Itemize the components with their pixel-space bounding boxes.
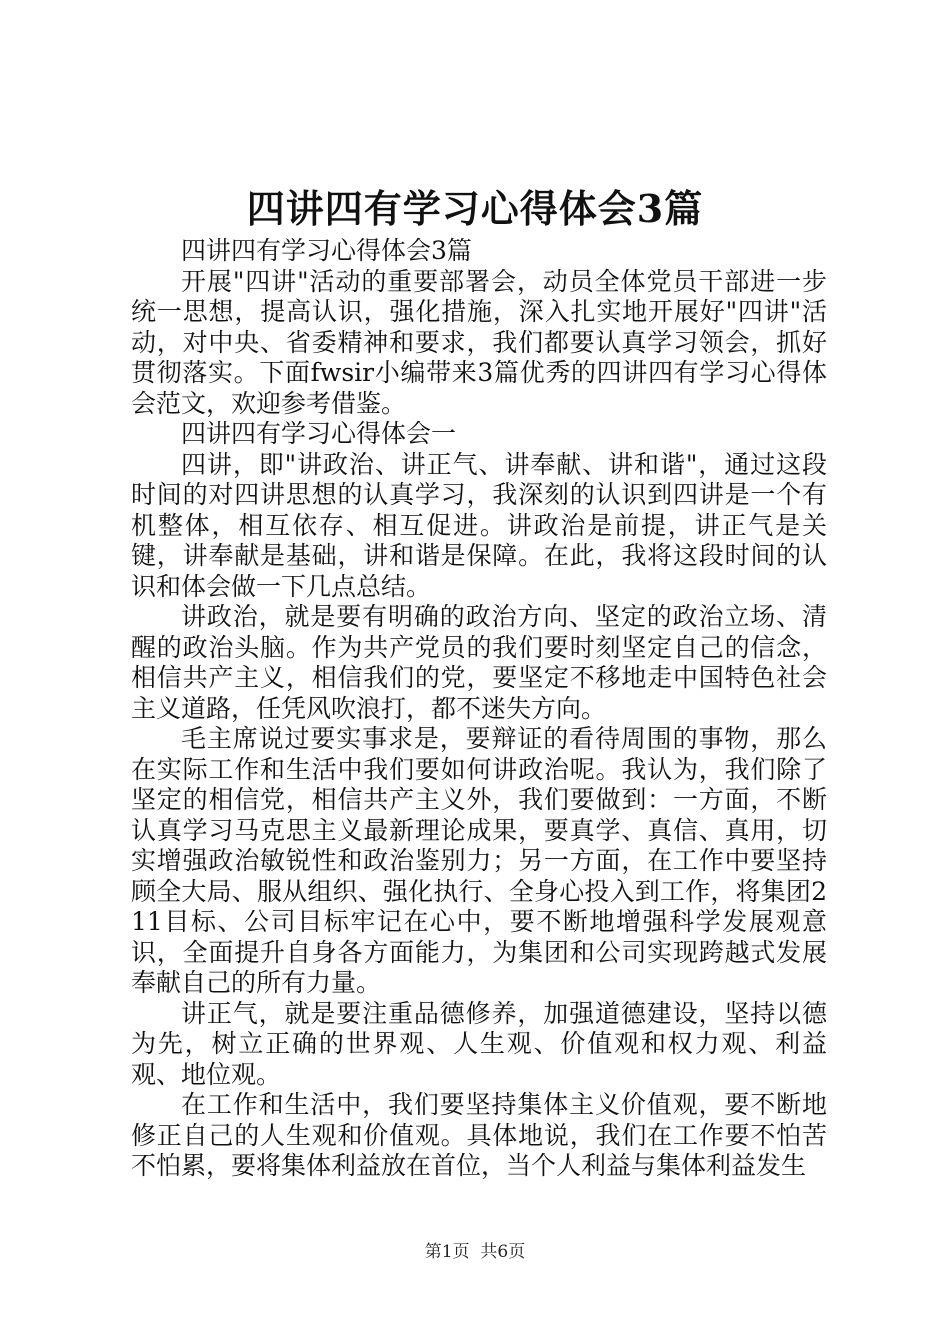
- paragraph-integrity: 讲正气，就是要注重品德修养，加强道德建设，坚持以德为先，树立正确的世界观、人生观、价值观和权力观、利益观、地位观。: [131, 998, 827, 1089]
- document-body: [131, 236, 827, 1182]
- page-footer: 第1页 共6页: [424, 1242, 526, 1262]
- paragraph-subtitle: 四讲四有学习心得体会3篇: [181, 236, 472, 265]
- paragraph-politics: 讲政治，就是要有明确的政治方向、坚定的政治立场、清醒的政治头脑。作为共产党员的我们要时刻坚定自己的信念，相信共产主义，相信我们的党，要坚定不移地走中国特色社会主义道路，任凭风吹浪打，都不迷失方向。: [131, 602, 827, 723]
- paragraph-intro: 开展"四讲"活动的重要部署会，动员全体党员干部进一步统一思想，提高认识，强化措施，深入扎实地开展好"四讲"活动，对中央、省委精神和要求，我们都要认真学习领会，抓好贯彻落实。下面fwsir小编带来3篇优秀的四讲四有学习心得体会范文，欢迎参考借鉴。: [131, 266, 827, 418]
- document-title: 四讲四有学习心得体会3篇: [246, 186, 704, 231]
- paragraph-mao-quote: 毛主席说过要实事求是，要辩证的看待周围的事物，那么在实际工作和生活中我们要如何讲政治呢。我认为，我们除了坚定的相信党，相信共产主义外，我们要做到：一方面，不断认真学习马克思主义最新理论成果，要真学、真信、真用，切实增强政治敏锐性和政治鉴别力；另一方面，在工作中要坚持顾全大局、服从组织、强化执行、全身心投入到工作，将集团211目标、公司目标牢记在心中，要不断地增强科学发展观意识，全面提升自身各方面能力，为集团和公司实现跨越式发展奉献自己的所有力量。: [131, 724, 827, 997]
- paragraph-four-talks: 四讲，即"讲政治、讲正气、讲奉献、讲和谐"，通过这段时间的对四讲思想的认真学习，我深刻的认识到四讲是一个有机整体，相互依存、相互促进。讲政治是前提，讲正气是关键，讲奉献是基础，讲和谐是保障。在此，我将这段时间的认识和体会做一下几点总结。: [131, 449, 827, 601]
- paragraph-work-life: 在工作和生活中，我们要坚持集体主义价值观，要不断地修正自己的人生观和价值观。具体地说，我们在工作要不怕苦不怕累，要将集体利益放在首位，当个人利益与集体利益发生: [131, 1090, 827, 1180]
- paragraph-section-heading: 四讲四有学习心得体会一: [181, 419, 457, 448]
